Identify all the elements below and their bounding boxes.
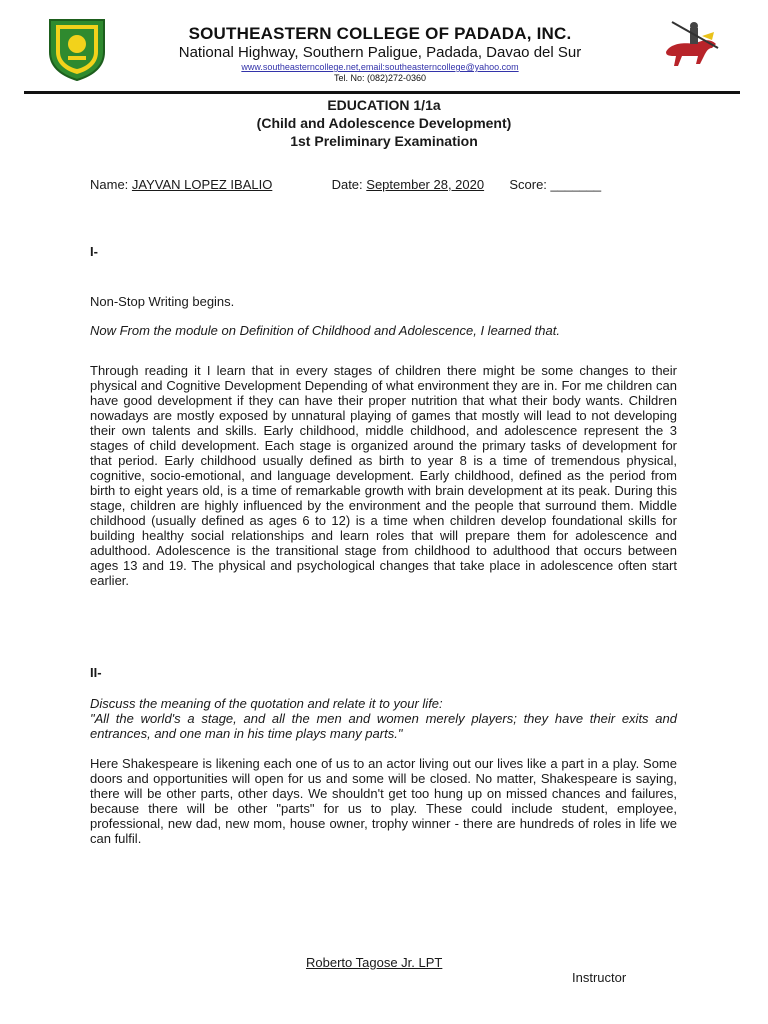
- course-name: (Child and Adolescence Development): [256, 115, 512, 131]
- section-2-answer: Here Shakespeare is likening each one of us to an actor living out our lives like a part in a play. Some doors and opportunities will open for us and some will be closed. No matter, Shakespeare is saying, there will be other parts, other days. We shouldn't get too hung up on missed chances and failures, because there will be other "parts" for us to play. These could include student, employee, professional, new dad, new mom, house owner, trophy winner - there are hundreds of roles in life we can fulfil.: [90, 756, 677, 846]
- name-label: Name:: [90, 177, 129, 192]
- section-2-label: II-: [90, 665, 102, 680]
- school-name: SOUTHEASTERN COLLEGE OF PADADA, INC.: [188, 24, 572, 43]
- student-info-row: [90, 177, 601, 192]
- school-telephone: Tel. No: (082)272-0360: [333, 73, 427, 83]
- student-name: JAYVAN LOPEZ IBALIO: [131, 177, 273, 192]
- college-seal-icon: [46, 16, 108, 82]
- exam-title: [90, 96, 678, 150]
- section-1-label: I-: [90, 244, 98, 259]
- section-1-answer: Through reading it I learn that in every stages of children there might be some changes to their physical and Cognitive Development Depending of what environment they are in. For me children can have good development if they can have their proper nutrition that what their body wants. Children nowadays are mostly exposed by unnatural playing of games that mostly will lead to not developing their own talents and skills. Early childhood, middle childhood, and adolescence represent the 3 stages of child development. Each stage is organized around the primary tasks of development for that period. Early childhood usually defined as birth to year 8 is a time of tremendous physical, cognitive, socio-emotional, and language development. Early childhood, defined as the period from birth to eight years old, is a time of remarkable growth with brain development at its peak. During this stage, children are highly influenced by the environment and the people that surround them. Middle childhood (usually defined as ages 6 to 12) is a time when children develop foundational skills for building healthy social relationships and learn roles that will prepare them for adolescence and adulthood. Adolescence is the transitional stage from childhood to adulthood that occurs between ages 13 and 19. The physical and psychological changes that take place in adolescence often start earlier.: [90, 363, 677, 588]
- exam-name: 1st Preliminary Examination: [290, 133, 478, 149]
- header-divider: [24, 91, 740, 94]
- exam-date: September 28, 2020: [366, 177, 485, 192]
- section-1-prompt: Now From the module on Definition of Childhood and Adolescence, I learned that.: [90, 323, 560, 338]
- score-blank: _______: [550, 177, 602, 192]
- section-2-prompt: Discuss the meaning of the quotation and relate it to your life:: [90, 696, 443, 711]
- knight-on-horse-icon: [652, 18, 732, 70]
- course-code: EDUCATION 1/1a: [327, 97, 441, 113]
- instructor-title: Instructor: [572, 970, 627, 985]
- date-label: Date:: [331, 177, 363, 192]
- instructor-name: Roberto Tagose Jr. LPT: [306, 955, 443, 970]
- school-website-email-link[interactable]: www.southeasterncollege.net,email:southeasterncollege@yahoo.com: [241, 62, 519, 72]
- section-2-quote: "All the world's a stage, and all the men and women merely players; they have their exits and entrances, and one man in his time plays many parts.": [90, 711, 677, 741]
- school-address: National Highway, Southern Paligue, Padada, Davao del Sur: [178, 44, 582, 61]
- score-label: Score:: [509, 177, 547, 192]
- section-1-intro: Non-Stop Writing begins.: [90, 294, 235, 309]
